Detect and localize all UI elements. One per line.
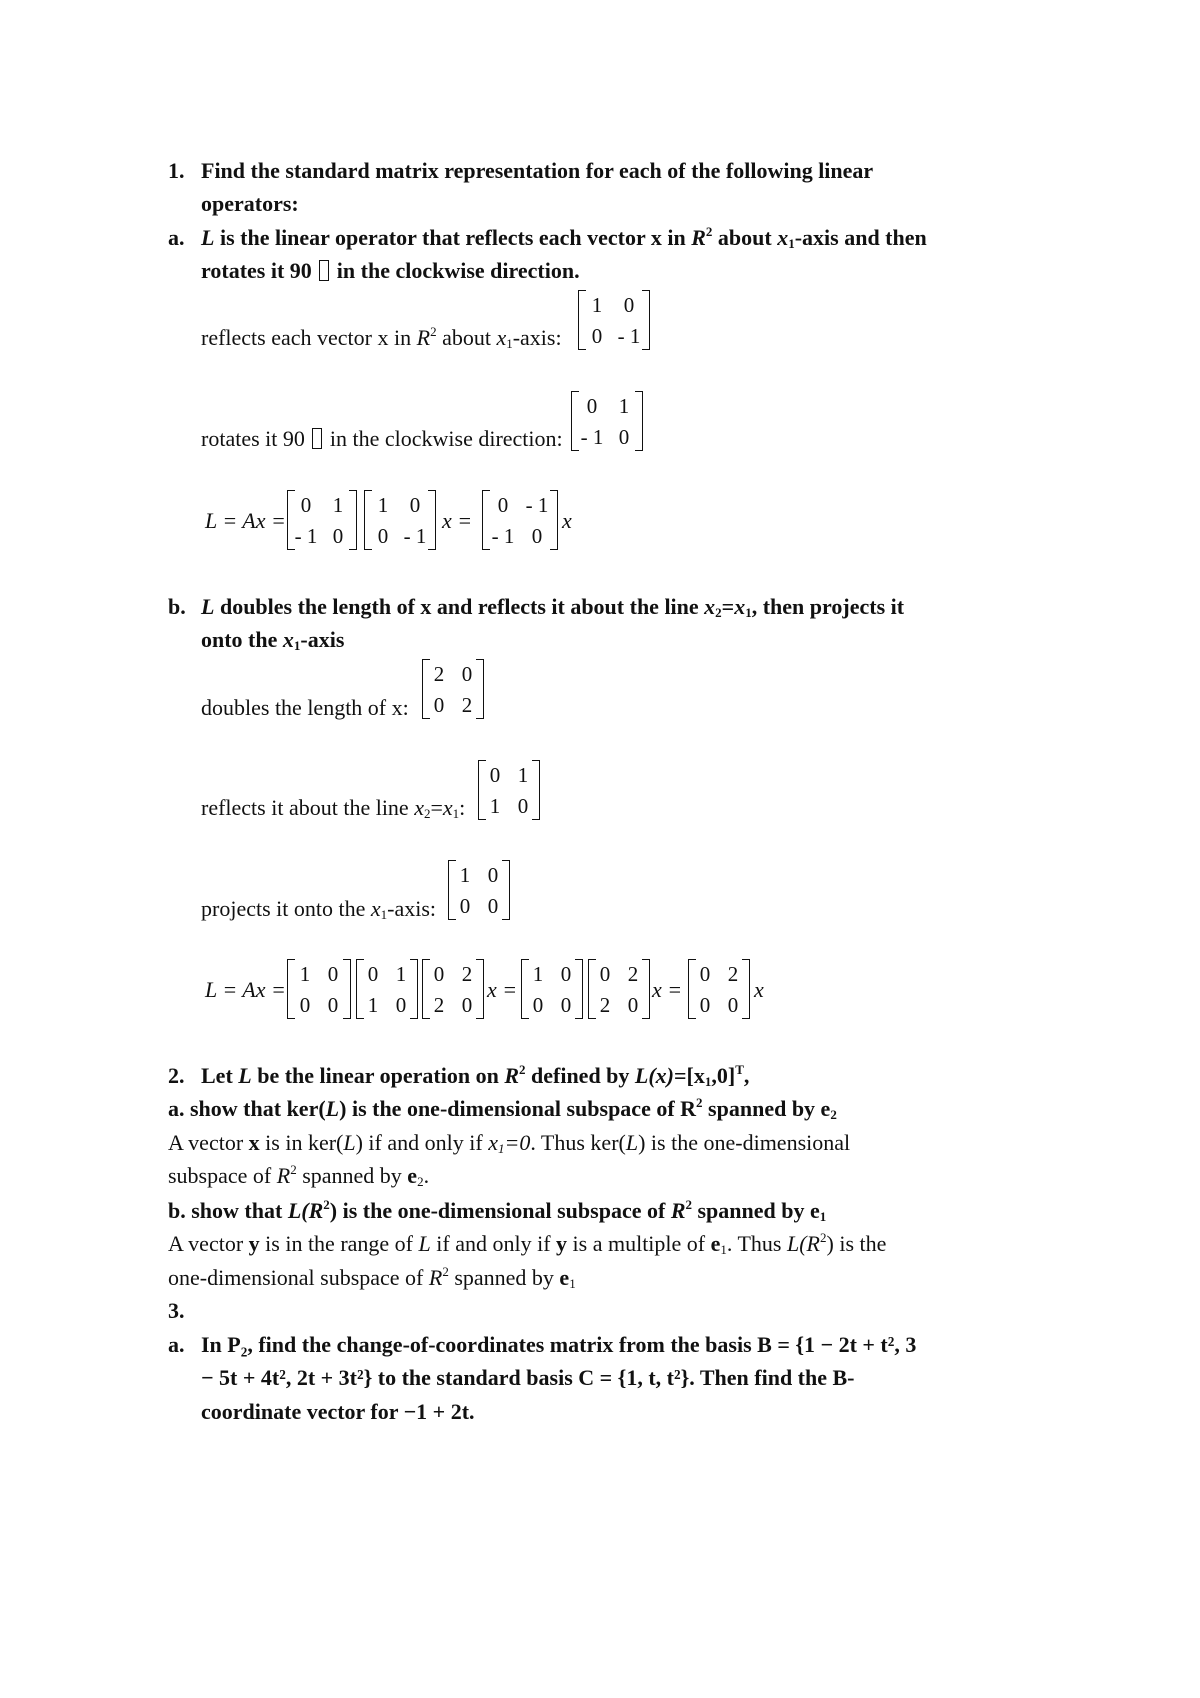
q1b-project-label: projects it onto the $x_1$-axis: [201,896,437,922]
q1b-result-matrix-2: 0 1 1 0 [356,959,418,1019]
q1b-label: b. [168,594,186,619]
q1b-result-matrix-1: 1 0 0 0 [287,959,351,1019]
q1b-statement-line2: onto the $x_1$-axis [201,627,345,653]
q1a-result-matrix-1: 0 1 - 1 0 [287,490,357,550]
missing-glyph-box [319,260,329,281]
q2a-answer-line2: subspace of $R^2$ spanned by $e_2$. [168,1162,430,1189]
q1b-result-tail: x [754,977,764,1002]
q2b-answer-line2: one-dimensional subspace of $R^2$ spanned by $e_1$ [168,1264,576,1291]
q3a-line3: coordinate vector for −1 + 2t. [201,1399,475,1424]
q1a-label: a. [168,225,185,250]
missing-glyph-box [312,428,322,449]
q1b-double-label: doubles the length of x: [201,695,409,720]
q1a-result-lhs: L = Ax = [205,508,286,533]
matrix-project-x1: 1 0 0 0 [448,860,510,920]
q1b-result-matrix-6: 0 2 0 0 [688,959,750,1019]
q1-title-line2: operators: [201,191,299,216]
q1b-result-mid2: x = [652,977,683,1002]
q1a-result-matrix-2: 1 0 0 - 1 [364,490,436,550]
q1a-statement-line2: rotates it 90 in the clockwise direction. [201,258,580,283]
q3-number: 3. [168,1298,185,1323]
q1a-statement-line1: L is the linear operator that reflects each vector x in $R^2$ about $x_1$-axis and then [201,224,927,251]
q2b-heading: b. show that $L(R^2)$ is the one-dimensional subspace of $R^2$ spanned by $e_1$ [168,1197,827,1224]
q2b-answer-line1: A vector y is in the range of L if and only if y is a multiple of $e_1$. Thus $L(R^2)$ is the [168,1230,887,1257]
q1b-result-matrix-4: 1 0 0 0 [521,959,583,1019]
matrix-double-length: 2 0 0 2 [422,659,484,719]
q2a-heading: a. show that ker(L) is the one-dimensional subspace of $R^2$ spanned by $e_2$ [168,1095,837,1122]
q1b-result-matrix-5: 0 2 2 0 [588,959,650,1019]
matrix-reflect-line: 0 1 1 0 [478,760,540,820]
q2-statement: Let L be the linear operation on $R^2$ defined by $L(x)=[x_1,0]^T$, [201,1062,750,1089]
matrix-reflect-x1: 1 0 0 - 1 [578,290,650,350]
q1b-result-matrix-3: 0 2 2 0 [422,959,484,1019]
q1b-reflect-label: reflects it about the line $x_2=x_1$: [201,795,466,821]
q1-number: 1. [168,158,185,183]
q2-number: 2. [168,1063,185,1088]
q1a-rotate-label: rotates it 90 in the clockwise direction: [201,426,563,451]
q1b-result-mid1: x = [487,977,518,1002]
q3a-line1: In P₂, find the change-of-coordinates matrix from the basis B = {1 − 2t + t², 3 [201,1332,917,1357]
q1a-reflect-label: reflects each vector x in $R^2$ about $x_1$-axis: [201,324,562,351]
q2a-answer-line1: A vector x is in ker(L) if and only if $x_1=0$. Thus ker(L) is the one-dimensional [168,1130,851,1156]
q1b-result-lhs: L = Ax = [205,977,286,1002]
q3a-line2: − 5t + 4t², 2t + 3t²} to the standard basis C = {1, t, t²}. Then find the B- [201,1365,855,1390]
q1a-result-matrix-3: 0 - 1 - 1 0 [482,490,558,550]
q1a-result-tail: x [562,508,572,533]
q1b-statement-line1: L doubles the length of x and reflects it about the line $x_2=x_1$, then projects it [201,594,905,620]
q1a-result-mid: x = [442,508,473,533]
matrix-rotate-clockwise: 0 1 - 1 0 [571,391,643,451]
q1-title-line1: Find the standard matrix representation for each of the following linear [201,158,874,183]
q3a-label: a. [168,1332,185,1357]
